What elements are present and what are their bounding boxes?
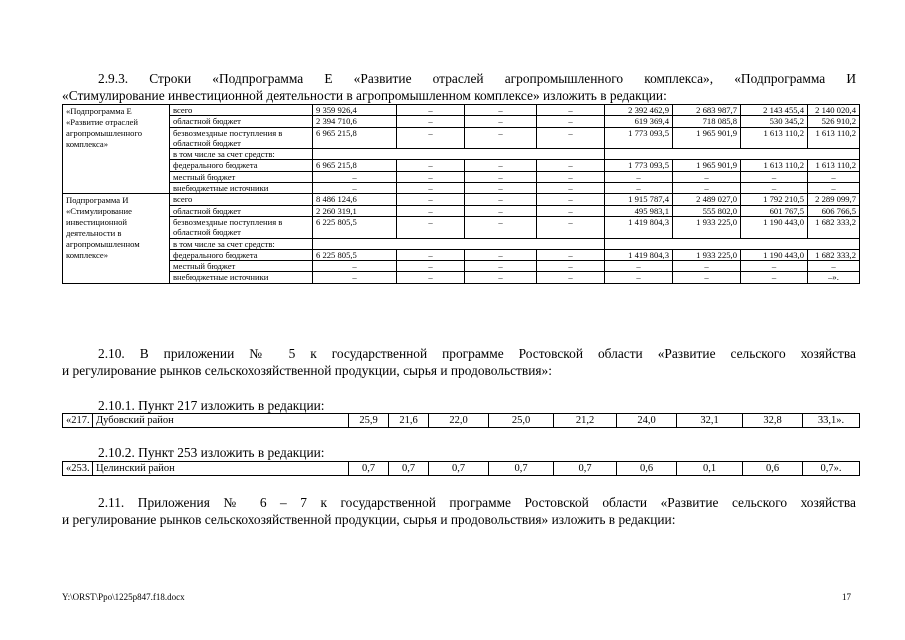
table-row — [63, 261, 860, 272]
value-cell: 2 489 027,0 — [673, 194, 741, 205]
value-cell: – — [465, 249, 537, 260]
value-cell: – — [465, 194, 537, 205]
paragraph-2-9-3 — [62, 70, 856, 104]
table-row — [63, 105, 860, 116]
value-cell: 1 613 110,2 — [808, 127, 860, 149]
value-cell: – — [465, 105, 537, 116]
value-cell: – — [741, 183, 808, 194]
paragraph-2-10-line2: и регулирование рынков сельскохозяйственной продукции, сырья и продовольствия»: — [62, 363, 552, 378]
value-cell: – — [397, 116, 465, 127]
value-cell: – — [397, 216, 465, 238]
funding-source-cell: безвозмездные поступления в областной бюджет — [170, 216, 313, 238]
value-cell: – — [808, 171, 860, 182]
funding-source-cell: федерального бюджета — [170, 249, 313, 260]
value-cell: 1 933 225,0 — [673, 216, 741, 238]
value-cell: 6 965 215,8 — [313, 127, 397, 149]
value-cell: – — [673, 261, 741, 272]
value-cell: – — [537, 105, 605, 116]
value-cell: 1 792 210,5 — [741, 194, 808, 205]
program-funding-table — [62, 104, 860, 284]
table-row — [63, 149, 860, 160]
value-cell: 495 983,1 — [605, 205, 673, 216]
value-cell: 1 419 804,3 — [605, 249, 673, 260]
value-cell: 1 915 787,4 — [605, 194, 673, 205]
value-cell: – — [537, 205, 605, 216]
value-cell: 619 369,4 — [605, 116, 673, 127]
value-cell: – — [313, 272, 397, 283]
value-cell: 6 965 215,8 — [313, 160, 397, 171]
paragraph-2-10-line1: 2.10. В приложении № 5 к государственной программе Ростовской области «Развитие сельского хозяйства — [98, 346, 856, 361]
value-cell: – — [465, 272, 537, 283]
value-cell: 21,2 — [554, 414, 617, 428]
funding-source-cell: всего — [170, 105, 313, 116]
funding-source-cell: областной бюджет — [170, 116, 313, 127]
value-cell: 1 190 443,0 — [741, 216, 808, 238]
value-cell: – — [808, 261, 860, 272]
empty-cell — [313, 149, 605, 160]
value-cell: 0,7 — [349, 462, 389, 476]
value-cell: – — [313, 183, 397, 194]
value-cell: 25,9 — [349, 414, 389, 428]
table-row — [63, 238, 860, 249]
value-cell: – — [465, 171, 537, 182]
funding-source-cell: областной бюджет — [170, 205, 313, 216]
value-cell: – — [673, 171, 741, 182]
value-cell: – — [313, 261, 397, 272]
value-cell: – — [673, 272, 741, 283]
value-cell: – — [397, 171, 465, 182]
value-cell: 555 802,0 — [673, 205, 741, 216]
value-cell: – — [397, 160, 465, 171]
value-cell: 526 910,2 — [808, 116, 860, 127]
funding-source-cell: местный бюджет — [170, 261, 313, 272]
value-cell: 0,6 — [743, 462, 803, 476]
value-cell: – — [397, 105, 465, 116]
value-cell: 718 085,8 — [673, 116, 741, 127]
item-number-cell: «253. — [63, 462, 93, 476]
funding-source-cell: безвозмездные поступления в областной бюджет — [170, 127, 313, 149]
value-cell: – — [741, 261, 808, 272]
value-cell: 1 773 093,5 — [605, 127, 673, 149]
value-cell: – — [537, 216, 605, 238]
value-cell: 32,8 — [743, 414, 803, 428]
table-row — [63, 205, 860, 216]
table-row — [63, 171, 860, 182]
value-cell: – — [673, 183, 741, 194]
value-cell: – — [465, 261, 537, 272]
value-cell: – — [397, 249, 465, 260]
value-cell: 0,7 — [489, 462, 554, 476]
value-cell: – — [605, 183, 673, 194]
item-number-cell: «217. — [63, 414, 93, 428]
value-cell: 601 767,5 — [741, 205, 808, 216]
funding-source-cell: внебюджетные источники — [170, 272, 313, 283]
value-cell: – — [465, 160, 537, 171]
value-cell: – — [537, 194, 605, 205]
value-cell: 2 143 455,4 — [741, 105, 808, 116]
paragraph-2-11 — [62, 494, 856, 528]
row-253-table — [62, 461, 860, 476]
value-cell: 2 392 462,9 — [605, 105, 673, 116]
funding-source-cell: внебюджетные источники — [170, 183, 313, 194]
value-cell: – — [465, 116, 537, 127]
value-cell: – — [537, 249, 605, 260]
value-cell: 6 225 805,5 — [313, 249, 397, 260]
row-217 — [63, 414, 860, 428]
value-cell: – — [465, 127, 537, 149]
paragraph-2-11-line2: и регулирование рынков сельскохозяйственной продукции, сырья и продовольствия» изложить в редакции: — [62, 512, 676, 527]
value-cell: – — [741, 272, 808, 283]
value-cell: – — [397, 183, 465, 194]
value-cell: – — [397, 261, 465, 272]
value-cell: 1 682 333,2 — [808, 216, 860, 238]
value-cell: 1 965 901,9 — [673, 160, 741, 171]
value-cell: – — [605, 272, 673, 283]
paragraph-2-10-2 — [62, 444, 856, 461]
paragraph-2-9-3-line2: «Стимулирование инвестиционной деятельности в агропромышленном комплексе» изложить в редакции: — [62, 88, 667, 103]
table-row — [63, 216, 860, 238]
program-name-cell: «Подпрограмма Е «Развитие отраслей агропромышленного комплекса» — [63, 105, 170, 194]
value-cell: 25,0 — [489, 414, 554, 428]
value-cell: 0,1 — [677, 462, 743, 476]
funding-source-cell: всего — [170, 194, 313, 205]
value-cell: 8 486 124,6 — [313, 194, 397, 205]
empty-cell — [605, 149, 860, 160]
funding-source-cell: в том числе за счет средств: — [170, 238, 313, 249]
value-cell: – — [397, 205, 465, 216]
value-cell: 2 394 710,6 — [313, 116, 397, 127]
row-253 — [63, 462, 860, 476]
value-cell: 1 613 110,2 — [741, 160, 808, 171]
value-cell: 2 683 987,7 — [673, 105, 741, 116]
value-cell: – — [741, 171, 808, 182]
district-name-cell: Дубовский район — [93, 414, 349, 428]
value-cell: – — [537, 116, 605, 127]
value-cell: 530 345,2 — [741, 116, 808, 127]
table-row — [63, 272, 860, 283]
value-cell: 1 933 225,0 — [673, 249, 741, 260]
district-name-cell: Целинский район — [93, 462, 349, 476]
value-cell: – — [397, 272, 465, 283]
value-cell: 6 225 805,5 — [313, 216, 397, 238]
value-cell: 2 140 020,4 — [808, 105, 860, 116]
value-cell: – — [397, 127, 465, 149]
value-cell: – — [465, 216, 537, 238]
value-cell: – — [537, 272, 605, 283]
table-row — [63, 116, 860, 127]
value-cell: 32,1 — [677, 414, 743, 428]
value-cell: 1 190 443,0 — [741, 249, 808, 260]
paragraph-2-11-line1: 2.11. Приложения № 6 – 7 к государственной программе Ростовской области «Развитие сельского хозяйства — [98, 495, 856, 510]
value-cell: 1 613 110,2 — [741, 127, 808, 149]
value-cell: – — [605, 171, 673, 182]
program-name-cell: Подпрограмма И «Стимулирование инвестиционной деятельности в агропромышленном комплексе» — [63, 194, 170, 283]
value-cell: 0,7 — [429, 462, 489, 476]
value-cell: – — [313, 171, 397, 182]
value-cell: 1 965 901,9 — [673, 127, 741, 149]
paragraph-2-10-1-text: 2.10.1. Пункт 217 изложить в редакции: — [98, 398, 325, 413]
empty-cell — [605, 238, 860, 249]
value-cell: 1 613 110,2 — [808, 160, 860, 171]
value-cell: 22,0 — [429, 414, 489, 428]
value-cell: 1 419 804,3 — [605, 216, 673, 238]
funding-source-cell: местный бюджет — [170, 171, 313, 182]
value-cell: 0,7 — [554, 462, 617, 476]
value-cell: 606 766,5 — [808, 205, 860, 216]
value-cell: 21,6 — [389, 414, 429, 428]
value-cell: – — [397, 194, 465, 205]
table-row — [63, 249, 860, 260]
funding-source-cell: в том числе за счет средств: — [170, 149, 313, 160]
paragraph-2-10-1 — [62, 397, 856, 414]
footer-file-path: Y:\ORST\Ppo\1225p847.f18.docx — [62, 592, 185, 602]
value-cell: 0,7». — [803, 462, 860, 476]
footer-page-number: 17 — [842, 592, 851, 602]
value-cell: – — [465, 183, 537, 194]
value-cell: – — [537, 160, 605, 171]
row-217-table — [62, 413, 860, 428]
value-cell: – — [465, 205, 537, 216]
table-row — [63, 160, 860, 171]
value-cell: – — [537, 261, 605, 272]
empty-cell — [313, 238, 605, 249]
value-cell: 24,0 — [617, 414, 677, 428]
value-cell: 33,1». — [803, 414, 860, 428]
value-cell: 2 289 099,7 — [808, 194, 860, 205]
paragraph-2-10-2-text: 2.10.2. Пункт 253 изложить в редакции: — [98, 445, 325, 460]
value-cell: 1 682 333,2 — [808, 249, 860, 260]
value-cell: 2 260 319,1 — [313, 205, 397, 216]
value-cell: – — [537, 183, 605, 194]
value-cell: – — [605, 261, 673, 272]
value-cell: 0,7 — [389, 462, 429, 476]
paragraph-2-9-3-line1: 2.9.3. Строки «Подпрограмма Е «Развитие отраслей агропромышленного комплекса», «Подпрограмма И — [98, 71, 856, 86]
value-cell: – — [537, 127, 605, 149]
value-cell: –». — [808, 272, 860, 283]
value-cell: 1 773 093,5 — [605, 160, 673, 171]
value-cell: 0,6 — [617, 462, 677, 476]
value-cell: 9 359 926,4 — [313, 105, 397, 116]
funding-source-cell: федерального бюджета — [170, 160, 313, 171]
paragraph-2-10 — [62, 345, 856, 379]
value-cell: – — [808, 183, 860, 194]
table-row — [63, 183, 860, 194]
value-cell: – — [537, 171, 605, 182]
table-row — [63, 194, 860, 205]
table-row — [63, 127, 860, 149]
